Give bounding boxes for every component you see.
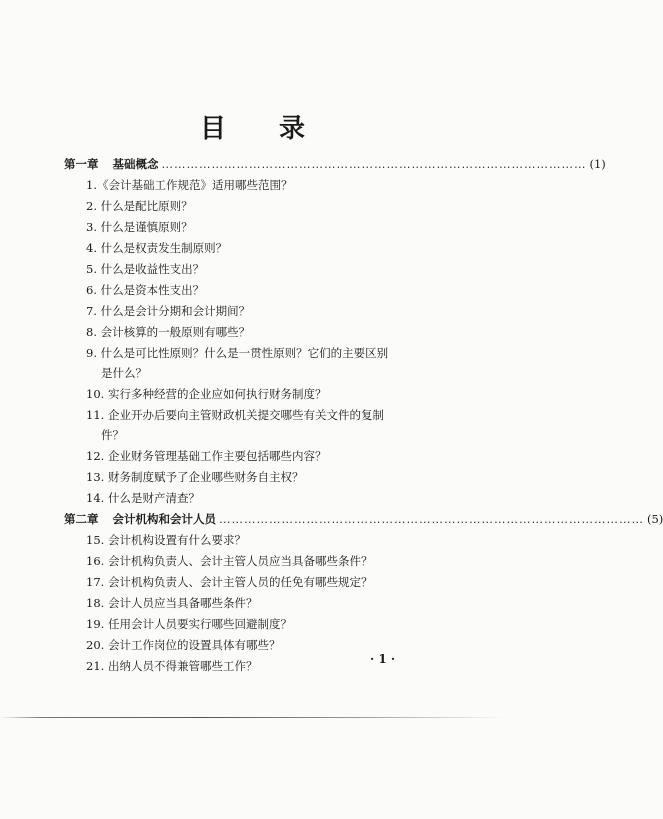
page-number: · 1 · — [370, 652, 396, 666]
dot-leader: ………………………………………………………………………………………… — [161, 157, 587, 171]
toc-entry: 7. 什么是会计分期和会计期间？ — [86, 304, 251, 318]
toc-entry: 11. 企业开办后要向主管财政机关提交哪些有关文件的复制 — [86, 408, 384, 422]
page-title: 目 录 — [199, 114, 328, 144]
scan-edge-divider — [0, 717, 505, 718]
chapter-number: 第一章 — [64, 157, 99, 171]
toc-entry: 6. 什么是资本性支出？ — [86, 283, 205, 297]
toc-entry: 5. 什么是收益性支出？ — [86, 262, 205, 276]
chapter-number: 第二章 — [64, 512, 99, 526]
toc-entry: 12. 企业财务管理基础工作主要包括哪些内容？ — [86, 449, 327, 463]
toc-entry: 16. 会计机构负责人、会计主管人员应当具备哪些条件？ — [86, 554, 373, 568]
toc-entry: 10. 实行多种经营的企业应如何执行财务制度？ — [86, 387, 327, 401]
dot-leader: ………………………………………………………………………………………… — [219, 512, 644, 526]
toc-entry: 8. 会计核算的一般原则有哪些？ — [86, 325, 251, 339]
toc-entry: 17. 会计机构负责人、会计主管人员的任免有哪些规定？ — [86, 575, 373, 589]
toc-entry-continuation: 件？ — [101, 428, 124, 442]
chapter-page-ref: (1) — [589, 157, 606, 171]
toc-entry: 13. 财务制度赋予了企业哪些财务自主权？ — [86, 470, 304, 484]
chapter-heading — [64, 157, 606, 171]
toc-entry: 14. 什么是财产清查？ — [86, 491, 200, 505]
toc-entry: 19. 任用会计人员要实行哪些回避制度？ — [86, 617, 292, 631]
toc-entry: 15. 会计机构设置有什么要求？ — [86, 533, 246, 547]
toc-entry: 18. 会计人员应当具备哪些条件？ — [86, 596, 258, 610]
toc-entry: 20. 会计工作岗位的设置具体有哪些？ — [86, 638, 281, 652]
toc-entry: 3. 什么是谨慎原则？ — [86, 220, 193, 234]
toc-entry: 2. 什么是配比原则？ — [86, 199, 193, 213]
chapter-heading — [64, 512, 663, 526]
toc-entry: 21. 出纳人员不得兼管哪些工作？ — [86, 659, 258, 673]
toc-entry: 4. 什么是权责发生制原则？ — [86, 241, 228, 255]
toc-entry-continuation: 是什么？ — [101, 366, 147, 380]
chapter-title: 基础概念 — [112, 157, 159, 171]
chapter-page-ref: (5) — [647, 512, 663, 526]
toc-entry: 1.《会计基础工作规范》适用哪些范围？ — [86, 178, 293, 192]
chapter-title: 会计机构和会计人员 — [112, 512, 216, 526]
toc-entry: 9. 什么是可比性原则？什么是一贯性原则？它们的主要区别 — [86, 346, 389, 360]
